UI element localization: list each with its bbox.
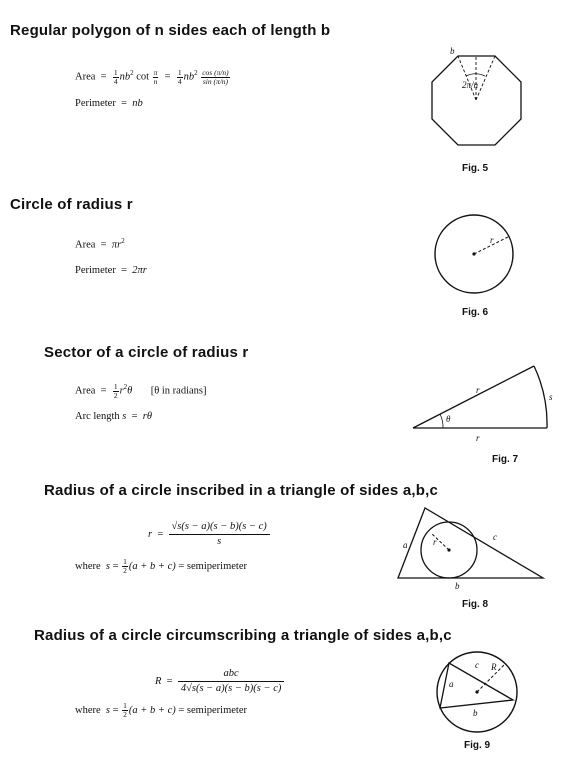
formula-sector-area: Area = $\frac{1}{2}$ $r^2\theta$ [θ in radians] [75, 381, 207, 400]
area-label: Area [75, 71, 96, 83]
fraction-half: $\frac{1}{2}$ [113, 381, 118, 400]
cot-function: cot [136, 71, 150, 83]
formula-semiperimeter-2: where s = $\frac{1}{2}$ (a + b + c) = semiperimeter [75, 701, 247, 719]
sector-arc-label: s [549, 392, 553, 402]
sector-angle-label: θ [446, 414, 451, 424]
circle-radius-label: r [490, 235, 494, 245]
formula-polygon-perimeter: Perimeter = nb [75, 98, 143, 109]
figure-circumscribed-triangle [435, 650, 519, 734]
circumscribed-side-b: b [473, 708, 478, 718]
sector-area-note: [θ in radians] [150, 385, 207, 397]
formula-circle-perimeter: Perimeter = 2πr [75, 265, 147, 276]
fraction-half: $\frac{1}{2}$ [123, 557, 127, 575]
circle-perimeter-value: 2πr [132, 265, 147, 276]
circumscribed-radius-label: R [491, 662, 497, 672]
formula-arc-length: Arc length s = rθ [75, 411, 153, 422]
circumscribed-side-a: a [449, 679, 454, 689]
perimeter-label: Perimeter [75, 98, 116, 109]
caption-fig-9: Fig. 9 [464, 740, 491, 751]
heading-circle: Circle of radius r [10, 196, 133, 213]
caption-fig-6: Fig. 6 [462, 307, 489, 318]
fraction-quarter: $\frac{1}{4}$ [113, 67, 118, 86]
heading-circumscribed-circle: Radius of a circle circumscribing a triangle of sides a,b,c [34, 627, 452, 644]
formula-circumradius: R = abc 4√s(s − a)(s − b)(s − c) [155, 667, 284, 696]
inscribed-side-c: c [493, 532, 497, 542]
arc-length-value: rθ [142, 411, 153, 422]
formula-circle-area: Area = $\pi r^2$ [75, 237, 125, 251]
fraction-circumradius: abc 4√s(s − a)(s − b)(s − c) [178, 667, 285, 696]
polygon-angle-label: 2π/n [462, 80, 479, 90]
inscribed-radius-label: r [433, 537, 437, 547]
perimeter-value: nb [132, 98, 143, 109]
fraction-quarter: $\frac{1}{4}$ [177, 67, 182, 86]
fraction-cos-over-sin: $\frac{\cos (\pi/n)}{\sin (\pi/n)}$ [202, 67, 229, 86]
fraction-pi-over-n: $\frac{\pi}{n}$ [153, 67, 158, 86]
heading-regular-polygon: Regular polygon of n sides each of length b [10, 22, 331, 39]
sector-radius-label-bottom: r [476, 433, 480, 443]
sector-radius-label-top: r [476, 385, 480, 395]
caption-fig-5: Fig. 5 [462, 163, 489, 174]
figure-sector [410, 358, 553, 443]
formula-polygon-area: Area = $\frac{1}{4}$ $nb^2$ cot $\frac{\pi}{n}$ = $\frac{1}{4}$ $nb^2$ $\frac{\cos (\pi/n)}{\sin (\pi/n)}$ [75, 67, 229, 86]
equals-sign: = [164, 71, 171, 83]
term-nb: nb [119, 71, 131, 83]
figure-circle [432, 212, 516, 296]
circumscribed-side-c: c [475, 660, 479, 670]
figure-inscribed-triangle [395, 505, 545, 595]
circle-area-value: πr [111, 239, 122, 251]
heading-sector: Sector of a circle of radius r [44, 344, 249, 361]
inscribed-side-a: a [403, 540, 408, 550]
figure-octagon [420, 48, 535, 158]
equals-sign: = [100, 71, 107, 83]
polygon-side-label: b [450, 46, 455, 56]
formula-inradius: r = $\frac{√s(s - a)(s - b)(s - c)}{s}$ [148, 520, 270, 549]
caption-fig-8: Fig. 8 [462, 599, 489, 610]
fraction-inradius: $\frac{√s(s - a)(s - b)(s - c)}{s}$ [169, 520, 270, 549]
inscribed-side-b: b [455, 581, 460, 591]
heading-inscribed-circle: Radius of a circle inscribed in a triangle of sides a,b,c [44, 482, 439, 499]
formula-semiperimeter: where s = $\frac{1}{2}$ (a + b + c) = semiperimeter [75, 557, 247, 575]
fraction-half: $\frac{1}{2}$ [123, 701, 127, 719]
caption-fig-7: Fig. 7 [492, 454, 519, 465]
term-nb: nb [183, 71, 195, 83]
